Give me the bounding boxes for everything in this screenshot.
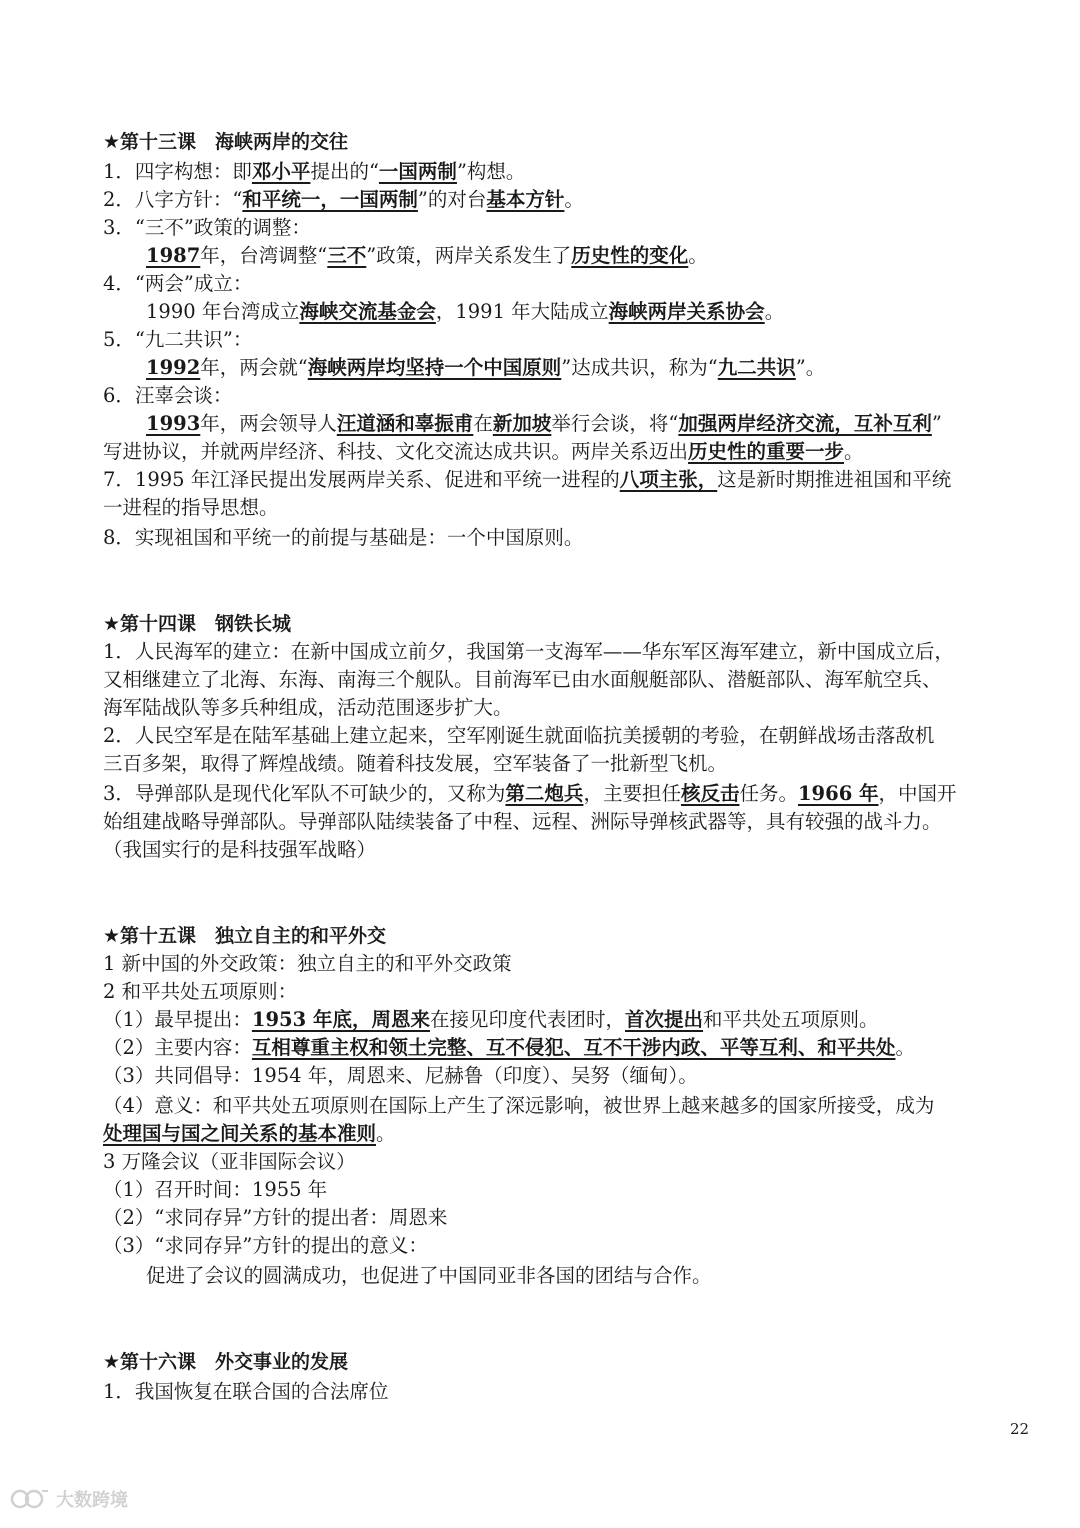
lesson13-item5-detail: 1992年，两会就“海峡两岸均坚持一个中国原则”达成共识，称为“九二共识”。 <box>146 356 826 379</box>
lesson13-item3: 3．“三不”政策的调整： <box>103 216 311 239</box>
lesson15-title: ★第十五课 独立自主的和平外交 <box>103 925 387 947</box>
lesson16-title: ★第十六课 外交事业的发展 <box>103 1351 349 1373</box>
lesson15-line5: （3）共同倡导：1954 年，周恩来、尼赫鲁（印度）、吴努（缅甸）。 <box>103 1064 698 1087</box>
lesson13-item6-detail: 1993年，两会领导人汪道涵和辜振甫在新加坡举行会谈，将“加强两岸经济交流，互补互利” <box>146 412 942 435</box>
lesson15-line8: 3 万隆会议（亚非国际会议） <box>103 1150 356 1173</box>
watermark <box>10 1484 128 1514</box>
lesson13-item7-cont: 一进程的指导思想。 <box>103 496 279 519</box>
lesson16-line1: 1．我国恢复在联合国的合法席位 <box>103 1380 389 1403</box>
lesson14-line5: 三百多架，取得了辉煌战绩。随着科技发展，空军装备了一批新型飞机。 <box>103 752 728 775</box>
lesson15-line11: （3）“求同存异”方针的提出的意义： <box>103 1234 428 1257</box>
lesson15-line12: 促进了会议的圆满成功，也促进了中国同亚非各国的团结与合作。 <box>146 1264 712 1287</box>
page-number: 22 <box>1010 1420 1030 1438</box>
lesson14-line3: 海军陆战队等多兵种组成，活动范围逐步扩大。 <box>103 696 513 719</box>
lesson13-item5: 5．“九二共识”： <box>103 328 253 351</box>
lesson15-line3: （1）最早提出：1953 年底，周恩来在接见印度代表团时，首次提出和平共处五项原则。 <box>103 1008 879 1031</box>
lesson13-item7: 7．1995 年江泽民提出发展两岸关系、促进和平统一进程的八项主张，这是新时期推进祖国和平统 <box>103 468 952 491</box>
lesson13-item2: 2．八字方针：“和平统一，一国两制”的对台基本方针。 <box>103 188 584 211</box>
lesson14-title: ★第十四课 钢铁长城 <box>103 613 292 635</box>
watermark-text: 大数跨境 <box>56 1490 128 1511</box>
lesson14-line8: （我国实行的是科技强军战略） <box>103 838 377 861</box>
lesson13-item4-detail: 1990 年台湾成立海峡交流基金会，1991 年大陆成立海峡两岸关系协会。 <box>146 300 785 323</box>
lesson15-line6: （4）意义：和平共处五项原则在国际上产生了深远影响，被世界上越来越多的国家所接受，成为 <box>103 1094 935 1117</box>
lesson14-line6: 3．导弹部队是现代化军队不可缺少的，又称为第二炮兵，主要担任核反击任务。1966 年，中国开 <box>103 782 957 805</box>
lesson13-item4: 4．“两会”成立： <box>103 272 253 295</box>
lesson13-item6: 6．汪辜会谈： <box>103 384 233 407</box>
lesson13-item6-detail-cont: 写进协议，并就两岸经济、科技、文化交流达成共识。两岸关系迈出历史性的重要一步。 <box>103 440 864 463</box>
lesson13-title: ★第十三课 海峡两岸的交往 <box>103 131 349 153</box>
lesson13-item1: 1．四字构想：即邓小平提出的“一国两制”构想。 <box>103 160 526 183</box>
lesson15-line10: （2）“求同存异”方针的提出者：周恩来 <box>103 1206 448 1229</box>
lesson13-item8: 8．实现祖国和平统一的前提与基础是：一个中国原则。 <box>103 526 584 549</box>
lesson13-item3-detail: 1987年，台湾调整“三不”政策，两岸关系发生了历史性的变化。 <box>146 244 708 267</box>
watermark-logo-icon <box>10 1487 50 1511</box>
lesson14-line2: 又相继建立了北海、东海、南海三个舰队。目前海军已由水面舰艇部队、潜艇部队、海军航空兵、 <box>103 668 942 691</box>
lesson15-line4: （2）主要内容：互相尊重主权和领土完整、互不侵犯、互不干涉内政、平等互利、和平共处。 <box>103 1036 915 1059</box>
lesson15-line1: 1 新中国的外交政策：独立自主的和平外交政策 <box>103 952 512 975</box>
lesson15-line2: 2 和平共处五项原则： <box>103 980 298 1003</box>
lesson14-line1: 1．人民海军的建立：在新中国成立前夕，我国第一支海军——华东军区海军建立，新中国成立后， <box>103 640 954 663</box>
lesson14-line4: 2．人民空军是在陆军基础上建立起来，空军刚诞生就面临抗美援朝的考验，在朝鲜战场击落敌机 <box>103 724 935 747</box>
lesson15-line7: 处理国与国之间关系的基本准则。 <box>103 1122 396 1145</box>
lesson15-line9: （1）召开时间：1955 年 <box>103 1178 328 1201</box>
lesson14-line7: 始组建战略导弹部队。导弹部队陆续装备了中程、远程、洲际导弹核武器等，具有较强的战斗力。 <box>103 810 942 833</box>
